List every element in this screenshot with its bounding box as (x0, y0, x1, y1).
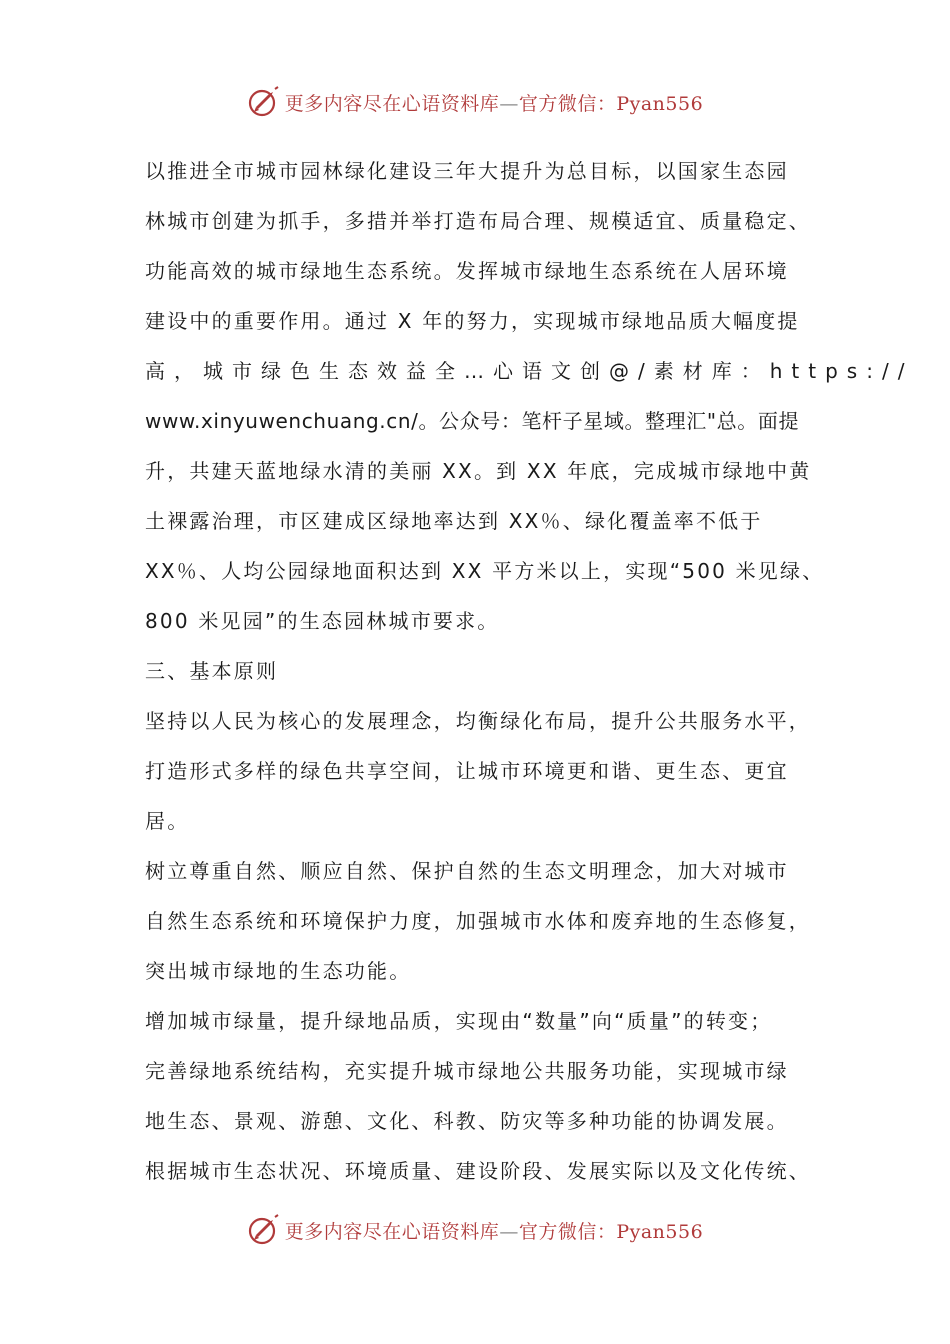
body-line: 增加城市绿量，提升绿地品质，实现由“数量”向“质量”的转变； (145, 1009, 773, 1033)
body-line: 功能高效的城市绿地生态系统。发挥城市绿地生态系统在人居环境 (145, 259, 789, 283)
body-line: 突出城市绿地的生态功能。 (145, 959, 412, 983)
header-banner-text: 更多内容尽在心语资料库—官方微信：Pyan556 (284, 92, 704, 115)
body-line: 地生态、景观、游憩、文化、科教、防灾等多种功能的协调发展。 (145, 1109, 789, 1133)
body-line: 建设中的重要作用。通过 X 年的努力，实现城市绿地品质大幅度提 (145, 309, 800, 333)
brand-logo-icon (247, 85, 281, 119)
body-line: 根据城市生态状况、环境质量、建设阶段、发展实际以及文化传统、 (145, 1159, 811, 1183)
body-line: 高，城市绿色生态效益全…心语文创@/素材库：https:// (145, 359, 914, 383)
footer-banner (0, 1210, 950, 1250)
footer-banner-text: 更多内容尽在心语资料库—官方微信：Pyan556 (284, 1220, 704, 1243)
body-line: www.xinyuwenchuang.cn/。公众号：笔杆子星域。整理汇"总。面提 (145, 409, 800, 433)
body-line: XX％、人均公园绿地面积达到 XX 平方米以上，实现“500 米见绿、 (145, 559, 825, 583)
body-line: 居。 (145, 809, 190, 833)
header-banner (0, 82, 950, 122)
body-line: 树立尊重自然、顺应自然、保护自然的生态文明理念，加大对城市 (145, 859, 789, 883)
brand-logo-icon (247, 1213, 281, 1247)
body-line: 林城市创建为抓手，多措并举打造布局合理、规模适宜、质量稳定、 (145, 209, 811, 233)
body-line: 升，共建天蓝地绿水清的美丽 XX。到 XX 年底，完成城市绿地中黄 (145, 459, 812, 483)
body-line: 坚持以人民为核心的发展理念，均衡绿化布局，提升公共服务水平， (145, 709, 811, 733)
body-line: 以推进全市城市园林绿化建设三年大提升为总目标，以国家生态园 (145, 159, 789, 183)
body-line: 800 米见园”的生态园林城市要求。 (145, 609, 500, 633)
body-line: 打造形式多样的绿色共享空间，让城市环境更和谐、更生态、更宜 (145, 759, 789, 783)
body-line: 自然生态系统和环境保护力度，加强城市水体和废弃地的生态修复， (145, 909, 811, 933)
body-line: 完善绿地系统结构，充实提升城市绿地公共服务功能，实现城市绿 (145, 1059, 789, 1083)
document-body (145, 146, 914, 1196)
section-heading: 三、基本原则 (145, 659, 279, 683)
body-line: 土裸露治理，市区建成区绿地率达到 XX％、绿化覆盖率不低于 (145, 509, 763, 533)
